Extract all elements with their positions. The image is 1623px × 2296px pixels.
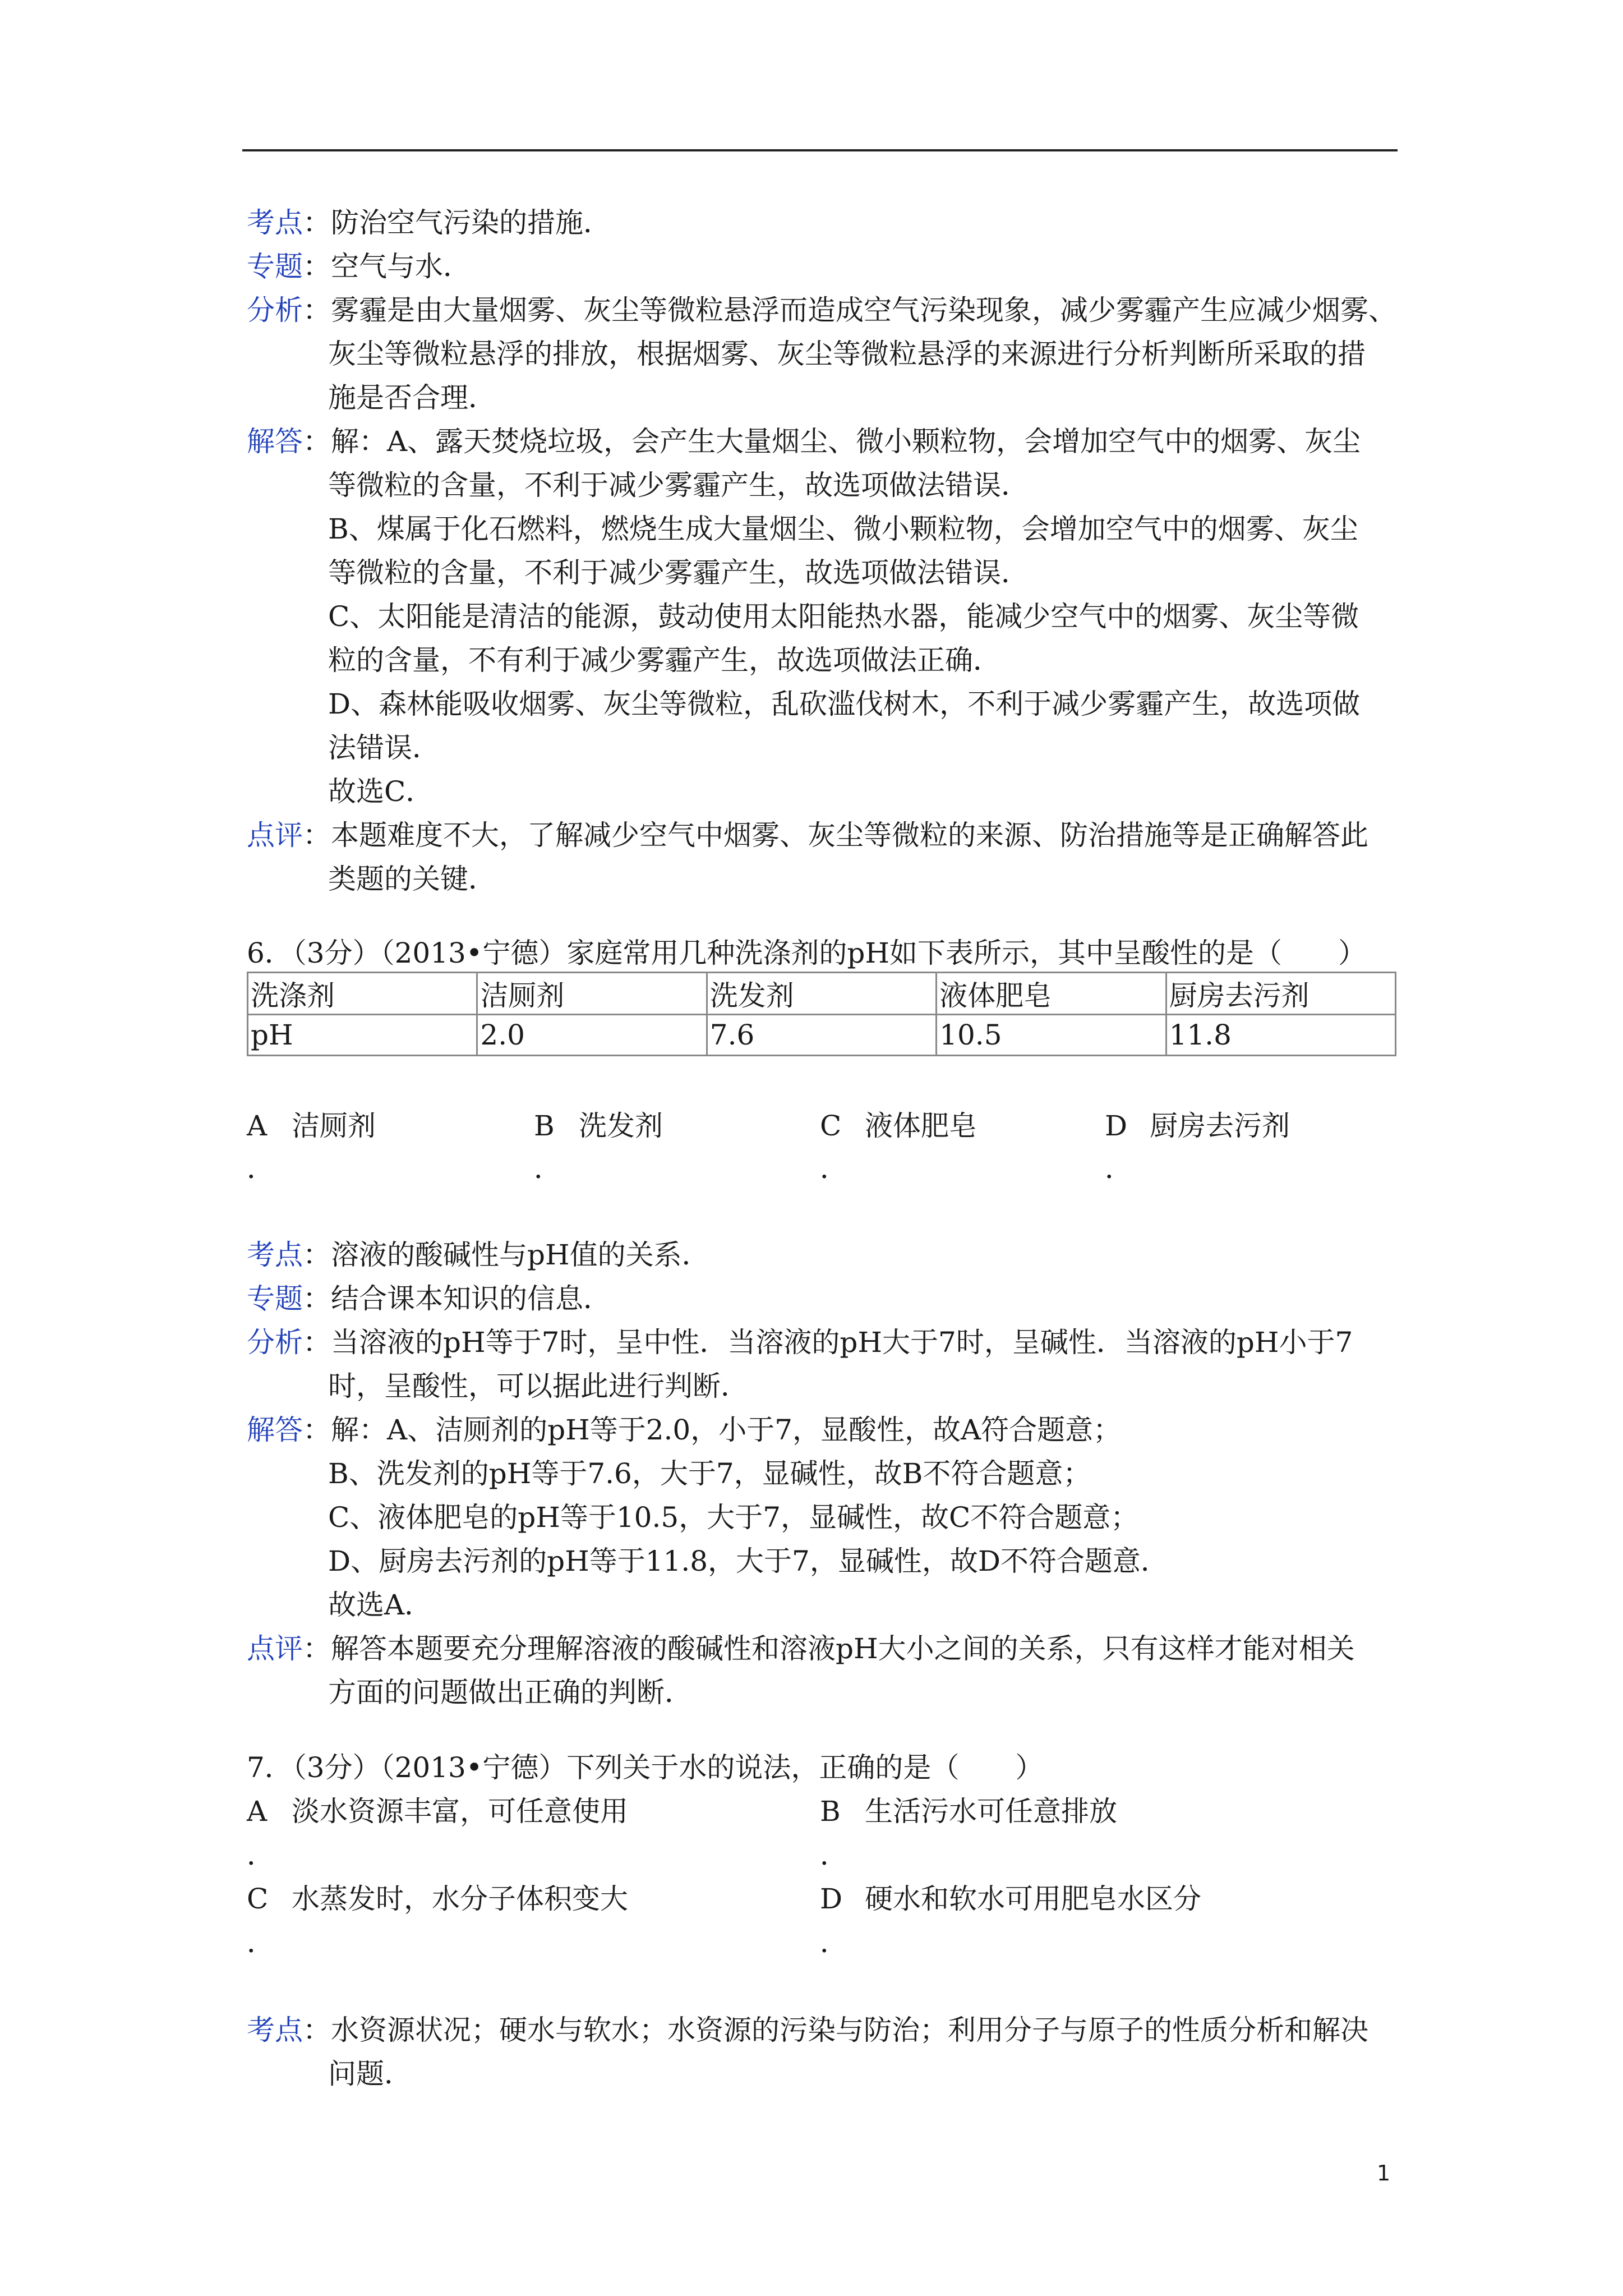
jieda-line: B、煤属于化石燃料，燃烧生成大量烟尘、微小颗粒物，会增加空气中的烟雾、灰尘 bbox=[328, 513, 1358, 545]
jieda-line: 故选C． bbox=[328, 775, 434, 808]
jieda-line: 粒的含量，不有利于减少雾霾产生，故选项做法正确． bbox=[328, 644, 1001, 677]
option-dot: ． bbox=[247, 1839, 275, 1871]
dianping-line: ：解答本题要充分理解溶液的酸碱性和溶液pH大小之间的关系，只有这样才能对相关 bbox=[303, 1632, 1355, 1665]
q6-option-a[interactable]: A 洁厕剂 bbox=[247, 1110, 376, 1142]
page-number: 1 bbox=[1377, 2161, 1391, 2185]
kaodian-text: ：防治空气污染的措施． bbox=[303, 206, 611, 239]
table-cell: pH bbox=[248, 1015, 477, 1056]
kaodian-line: ：水资源状况；硬水与软水；水资源的污染与防治；利用分子与原子的性质分析和解决 bbox=[303, 2014, 1368, 2046]
q6-jieda bbox=[247, 1408, 1402, 1452]
kaodian-text: ：溶液的酸碱性与pH值的关系． bbox=[303, 1239, 710, 1271]
jieda-line: B、洗发剂的pH等于7.6，大于7，显碱性，故B不符合题意； bbox=[328, 1457, 1091, 1490]
q5-kaodian bbox=[247, 201, 1402, 245]
table-header-cell: 洗发剂 bbox=[707, 973, 936, 1015]
fenxi-line: 施是否合理． bbox=[328, 381, 496, 414]
q5-fenxi bbox=[247, 288, 1402, 332]
dianping-label: 点评 bbox=[247, 1632, 303, 1665]
jieda-line: D、厨房去污剂的pH等于11.8，大于7，显碱性，故D不符合题意． bbox=[328, 1545, 1169, 1577]
dianping-line: ：本题难度不大，了解减少空气中烟雾、灰尘等微粒的来源、防治措施等是正确解答此 bbox=[303, 819, 1368, 852]
table-header-cell: 洁厕剂 bbox=[477, 973, 707, 1015]
jieda-line: D、森林能吸收烟雾、灰尘等微粒，乱砍滥伐树木，不利于减少雾霾产生，故选项做 bbox=[328, 688, 1361, 720]
jieda-line: C、液体肥皂的pH等于10.5，大于7，显碱性，故C不符合题意； bbox=[328, 1501, 1139, 1534]
table-header-cell: 液体肥皂 bbox=[937, 973, 1166, 1015]
table-header-cell: 洗涤剂 bbox=[248, 973, 477, 1015]
fenxi-line: 时，呈酸性，可以据此进行判断． bbox=[328, 1370, 749, 1402]
option-dot: ． bbox=[1105, 1152, 1133, 1185]
table-header-cell: 厨房去污剂 bbox=[1166, 973, 1395, 1015]
jieda-line: 等微粒的含量，不利于减少雾霾产生，故选项做法错误． bbox=[328, 469, 1029, 501]
q7-option-a[interactable]: A 淡水资源丰富，可任意使用 bbox=[247, 1795, 628, 1828]
q5-dianping bbox=[247, 813, 1402, 857]
q6-option-b[interactable]: B 洗发剂 bbox=[534, 1110, 663, 1142]
q7-option-b[interactable]: B 生活污水可任意排放 bbox=[820, 1795, 1117, 1828]
header-rule bbox=[242, 149, 1398, 151]
jieda-label: 解答 bbox=[247, 1414, 303, 1446]
option-dot: ． bbox=[820, 1839, 848, 1871]
table-row bbox=[248, 973, 1396, 1015]
option-dot: ． bbox=[534, 1152, 562, 1185]
fenxi-label: 分析 bbox=[247, 294, 303, 326]
q6-dianping bbox=[247, 1627, 1402, 1671]
q5-zhuanti bbox=[247, 245, 1402, 288]
table-cell: 2.0 bbox=[477, 1015, 707, 1056]
dianping-label: 点评 bbox=[247, 819, 303, 852]
zhuanti-text: ：结合课本知识的信息． bbox=[303, 1282, 611, 1315]
option-dot: ． bbox=[247, 1152, 275, 1185]
kaodian-label: 考点 bbox=[247, 206, 303, 239]
fenxi-line: ：当溶液的pH等于7时，呈中性．当溶液的pH大于7时，呈碱性．当溶液的pH小于7 bbox=[303, 1326, 1353, 1359]
q6-kaodian bbox=[247, 1233, 1402, 1277]
option-dot: ． bbox=[820, 1152, 848, 1185]
q7-option-c[interactable]: C 水蒸发时，水分子体积变大 bbox=[247, 1883, 628, 1915]
q7-kaodian bbox=[247, 2008, 1402, 2052]
kaodian-label: 考点 bbox=[247, 1239, 303, 1271]
table-cell: 11.8 bbox=[1166, 1015, 1395, 1056]
option-dot: ． bbox=[820, 1926, 848, 1959]
jieda-line: 法错误． bbox=[328, 731, 440, 764]
jieda-label: 解答 bbox=[247, 425, 303, 458]
q6-option-d[interactable]: D 厨房去污剂 bbox=[1105, 1110, 1290, 1142]
jieda-line: 等微粒的含量，不利于减少雾霾产生，故选项做法错误． bbox=[328, 556, 1029, 589]
fenxi-line: 灰尘等微粒悬浮的排放，根据烟雾、灰尘等微粒悬浮的来源进行分析判断所采取的措 bbox=[328, 338, 1366, 370]
fenxi-line: ：雾霾是由大量烟雾、灰尘等微粒悬浮而造成空气污染现象，减少雾霾产生应减少烟雾、 bbox=[303, 294, 1396, 326]
dianping-line: 类题的关键． bbox=[328, 863, 496, 895]
zhuanti-label: 专题 bbox=[247, 250, 303, 283]
q6-zhuanti bbox=[247, 1277, 1402, 1320]
kaodian-line: 问题． bbox=[328, 2058, 412, 2090]
table-cell: 10.5 bbox=[937, 1015, 1166, 1056]
zhuanti-label: 专题 bbox=[247, 1282, 303, 1315]
jieda-line: ：解：A、洁厕剂的pH等于2.0，小于7，显酸性，故A符合题意； bbox=[303, 1414, 1122, 1446]
q6-fenxi bbox=[247, 1320, 1402, 1364]
q7-stem: 7．（3分）（2013•宁德）下列关于水的说法，正确的是（ ） bbox=[247, 1751, 1044, 1784]
fenxi-label: 分析 bbox=[247, 1326, 303, 1359]
q5-jieda bbox=[247, 420, 1402, 463]
q7-option-d[interactable]: D 硬水和软水可用肥皂水区分 bbox=[820, 1883, 1201, 1915]
q6-option-c[interactable]: C 液体肥皂 bbox=[820, 1110, 977, 1142]
jieda-line: ：解：A、露天焚烧垃圾，会产生大量烟尘、微小颗粒物，会增加空气中的烟雾、灰尘 bbox=[303, 425, 1361, 458]
table-cell: 7.6 bbox=[707, 1015, 936, 1056]
ph-table bbox=[247, 972, 1396, 1056]
jieda-line: 故选A． bbox=[328, 1589, 433, 1621]
q6-stem: 6．（3分）（2013•宁德）家庭常用几种洗涤剂的pH如下表所示，其中呈酸性的是（ ） bbox=[247, 937, 1366, 969]
dianping-line: 方面的问题做出正确的判断． bbox=[328, 1676, 693, 1709]
option-dot: ． bbox=[247, 1926, 275, 1959]
table-row bbox=[248, 1015, 1396, 1056]
kaodian-label: 考点 bbox=[247, 2014, 303, 2046]
jieda-line: C、太阳能是清洁的能源，鼓动使用太阳能热水器，能减少空气中的烟雾、灰尘等微 bbox=[328, 600, 1359, 633]
zhuanti-text: ：空气与水． bbox=[303, 250, 471, 283]
